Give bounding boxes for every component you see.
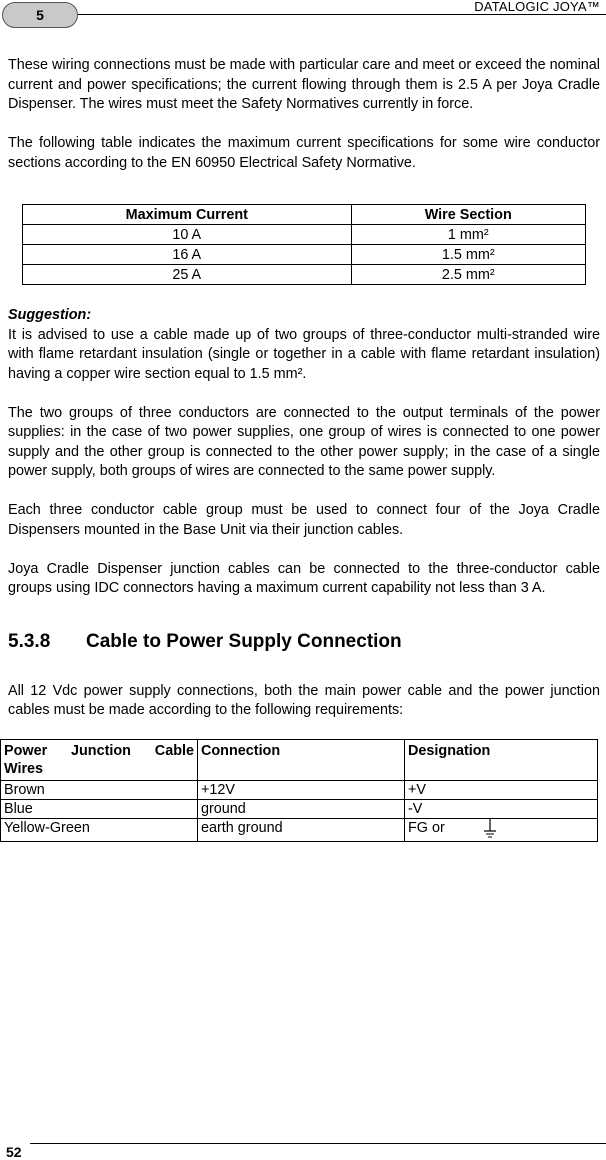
table-cell: Brown <box>1 780 198 799</box>
table-cell: 10 A <box>23 225 352 245</box>
table-row <box>1 799 598 818</box>
section-number: 5.3.8 <box>8 630 51 652</box>
designation-text: FG or <box>408 819 445 836</box>
earth-ground-icon <box>483 819 497 841</box>
suggestion-paragraph: It is advised to use a cable made up of two groups of three-conductor multi-stranded wire with flame retardant insulation (single or together in a cable with flame retardant insulation) having a copper wire section equal to 1.5 mm². <box>8 326 600 382</box>
column-header-max-current: Maximum Current <box>23 205 352 225</box>
table-row <box>23 225 586 245</box>
designation-cell <box>405 818 598 841</box>
conductors-paragraph: The two groups of three conductors are connected to the output terminals of the power supplies: in the case of two power supplies, one group of wires is connected to one power supply and the other group is connected to the other power supply; in the case of a single power supply, both groups of wires are connected to the same power supply. <box>8 404 600 479</box>
table-row <box>23 265 586 285</box>
table-cell: 25 A <box>23 265 352 285</box>
section-intro-paragraph: All 12 Vdc power supply connections, both the main power cable and the power junction cables must be made according to the following requirements: <box>8 682 600 718</box>
table-cell: Blue <box>1 799 198 818</box>
intro-paragraph: These wiring connections must be made with particular care and meet or exceed the nominal current and power specifications; the current flowing through them is 2.5 A per Joya Cradle Dispenser. The wires must meet the Safety Normatives currently in force. <box>8 57 600 112</box>
current-spec-table <box>22 204 586 285</box>
table-cell: Yellow-Green <box>1 818 198 841</box>
table-cell: 1.5 mm² <box>351 245 586 265</box>
table-cell: +V <box>405 780 598 799</box>
header-title: DATALOGIC JOYA™ <box>474 0 600 14</box>
table-cell: 1 mm² <box>351 225 586 245</box>
chapter-badge: 5 <box>2 2 78 28</box>
table-row <box>1 818 598 841</box>
power-wire-table <box>0 739 598 842</box>
page-content <box>4 56 600 842</box>
suggestion-heading: Suggestion: <box>8 307 92 323</box>
header-rule <box>78 14 606 15</box>
column-header-connection: Connection <box>198 739 405 780</box>
column-header-wires: Power Junction Cable Wires <box>1 739 198 780</box>
cable-group-paragraph: Each three conductor cable group must be used to connect four of the Joya Cradle Dispensers mounted in the Base Unit via their junction cables. <box>8 502 600 538</box>
section-title: Cable to Power Supply Connection <box>86 630 402 652</box>
table-header-row <box>23 205 586 225</box>
junction-cable-paragraph: Joya Cradle Dispenser junction cables can be connected to the three-conductor cable groups using IDC connectors having a maximum current capability not less than 3 A. <box>8 560 600 596</box>
table-cell: 16 A <box>23 245 352 265</box>
table-cell: 2.5 mm² <box>351 265 586 285</box>
footer-rule <box>30 1143 606 1144</box>
table-cell: -V <box>405 799 598 818</box>
table-cell: ground <box>198 799 405 818</box>
section-heading <box>8 630 600 654</box>
column-header-designation: Designation <box>405 739 598 780</box>
column-header-wire-section: Wire Section <box>351 205 586 225</box>
table-cell: earth ground <box>198 818 405 841</box>
table-row <box>23 245 586 265</box>
table-row <box>1 780 598 799</box>
table-cell: +12V <box>198 780 405 799</box>
table-intro-paragraph: The following table indicates the maximum current specifications for some wire conductor sections according to the EN 60950 Electrical Safety Normative. <box>8 135 600 171</box>
table-header-row <box>1 739 598 780</box>
page-number: 52 <box>6 1144 22 1160</box>
